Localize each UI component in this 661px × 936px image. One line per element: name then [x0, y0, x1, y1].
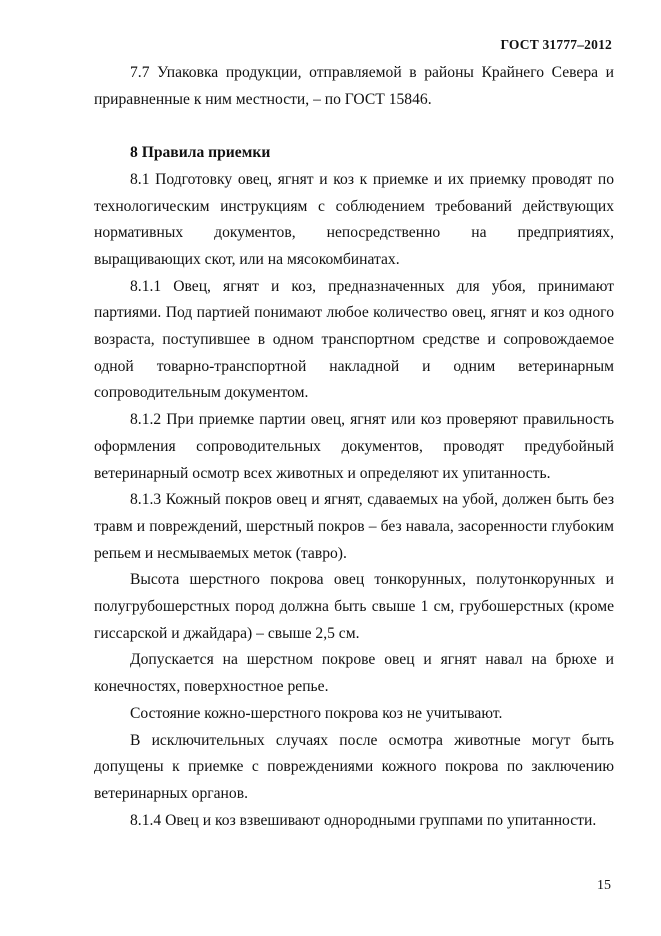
paragraph-8-1-2: 8.1.2 При приемке партии овец, ягнят или коз проверяют правильность оформления сопроводительных документов, проводят предубойный ветеринарный осмотр всех животных и определяют их упитанность. [94, 411, 614, 482]
document-code: ГОСТ 31777–2012 [500, 37, 612, 52]
paragraph-8-1-4: 8.1.4 Овец и коз взвешивают однородными группами по упитанности. [130, 811, 597, 829]
paragraph-allowed-defects: Допускается на шерстном покрове овец и ягнят навал на брюхе и конечностях, поверхностное репье. [94, 651, 614, 696]
paragraph-8-1-1: 8.1.1 Овец, ягнят и коз, предназначенных для убоя, принимают партиями. Под партией понимают любое количество овец, ягнят и коз одного возраста, поступившее в одном транспортном средстве и сопровождаемое одной товарно-транспортной накладной и одним ветеринарным сопроводительным документом. [94, 277, 614, 402]
section-heading: 8 Правила приемки [130, 144, 271, 162]
page-number: 15 [597, 878, 611, 893]
paragraph-exceptional-cases: В исключительных случаях после осмотра животные могут быть допущены к приемке с повреждениями кожного покрова по заключению ветеринарных органов. [94, 731, 614, 802]
paragraph-8-1-3: 8.1.3 Кожный покров овец и ягнят, сдаваемых на убой, должен быть без травм и повреждений, шерстный покров – без навала, засоренности глубоким репьем и несмываемых меток (тавро). [94, 491, 614, 562]
paragraph-wool-height: Высота шерстного покрова овец тонкорунных, полутонкорунных и полугрубошерстных пород должна быть свыше 1 см, грубошерстных (кроме гиссарской и джайдара) – свыше 2,5 см. [94, 571, 614, 642]
paragraph-goat-coat: Состояние кожно-шерстного покрова коз не учитывают. [130, 704, 503, 722]
document-body [94, 60, 614, 834]
paragraph-8-1: 8.1 Подготовку овец, ягнят и коз к приемке и их приемку проводят по технологическим инструкциям с соблюдением требований действующих нормативных документов, непосредственно на предприятиях, выращивающих скот, или на мясокомбинатах. [94, 170, 614, 268]
paragraph-7-7: 7.7 Упаковка продукции, отправляемой в районы Крайнего Севера и приравненные к ним местности, – по ГОСТ 15846. [94, 64, 614, 108]
